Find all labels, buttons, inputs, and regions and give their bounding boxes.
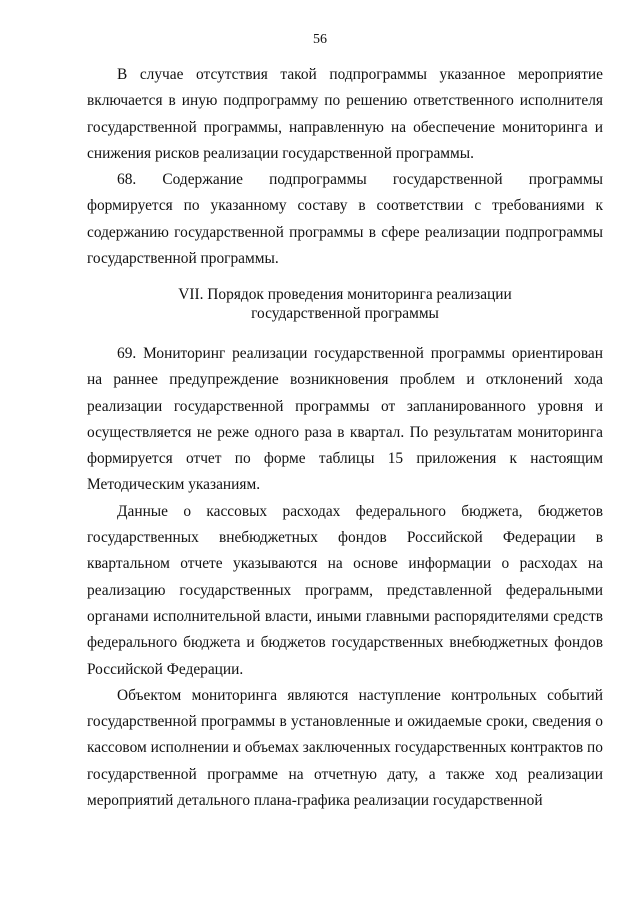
paragraph-monitoring-object: Объектом мониторинга являются наступление контрольных событий государственной программы в установленные и ожидаемые сроки, сведения о кассовом исполнении и объемах заключенных государственных контрактов по государственной программе на отчетную дату, а также ход реализации мероприятий детального плана-графика реализации государственной: [87, 686, 603, 810]
paragraph-69: 69. Мониторинг реализации государственной программы ориентирован на раннее предупреждение возникновения проблем и отклонений хода реализации государственной программы от запланированного уровня и осуществляется не реже одного раза в квартал. По результатам мониторинга формируется отчет по форме таблицы 15 приложения к настоящим Методическим указаниям.: [87, 345, 603, 494]
body-text-bottom: [87, 341, 603, 814]
page-number: 56: [313, 32, 327, 47]
section-heading-line-2: государственной программы: [251, 305, 439, 322]
paragraph-cash-expenses: Данные о кассовых расходах федерального бюджета, бюджетов государственных внебюджетных фондов Российской Федерации в квартальном отчете указываются на основе информации о расходах на реализацию государственных программ, представленной федеральными органами исполнительной власти, иными главными распорядителями средств федерального бюджета и бюджетов государственных внебюджетных фондов Российской Федерации.: [87, 502, 603, 678]
paragraph-no-subprogram-case: В случае отсутствия такой подпрограммы указанное мероприятие включается в иную подпрограмму по решению ответственного исполнителя государственной программы, направленную на обеспечение мониторинга и снижения рисков реализации государственной программы.: [87, 66, 603, 162]
section-heading-line-1: VII. Порядок проведения мониторинга реализации: [178, 286, 512, 303]
body-text-top: [87, 62, 603, 272]
section-heading: [87, 285, 603, 323]
paragraph-68: 68. Содержание подпрограммы государственной программы формируется по указанному составу в соответствии с требованиями к содержанию государственной программы в сфере реализации подпрограммы государственной программы.: [87, 171, 603, 268]
